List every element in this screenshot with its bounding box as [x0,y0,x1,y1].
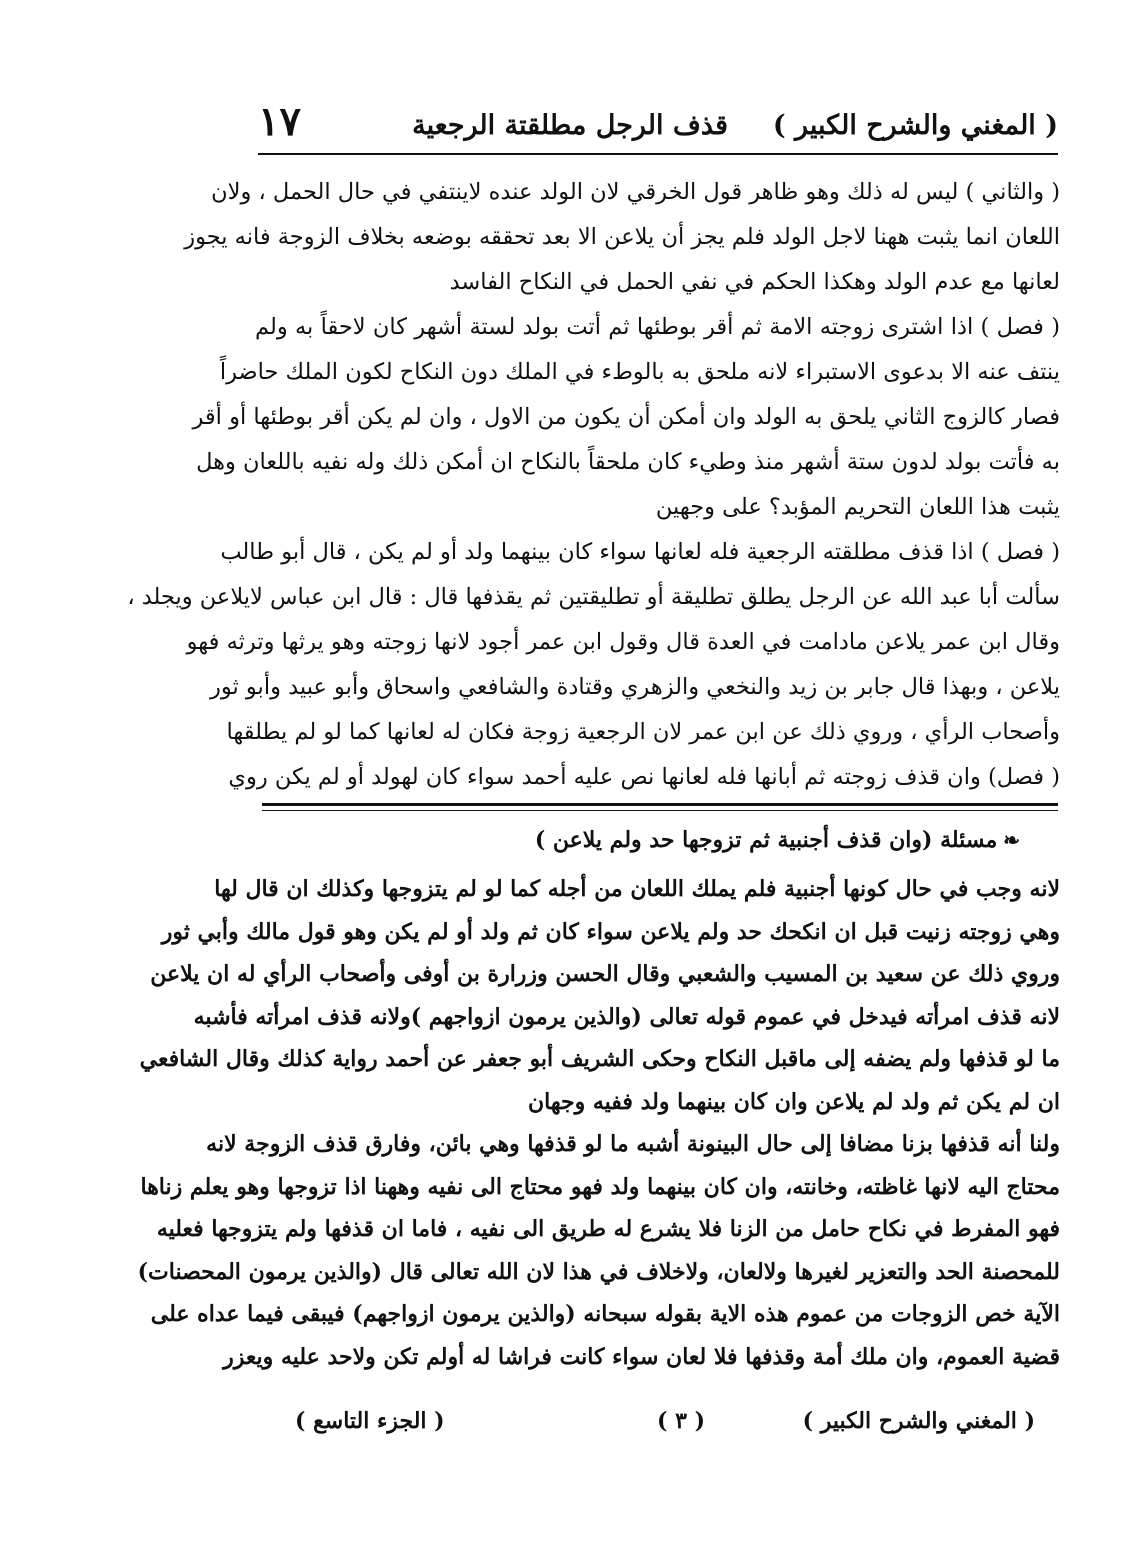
text-line: الآية خص الزوجات من عموم هذه الاية بقوله سبحانه (والذين يرمون ازواجهم) فيبقى فيما عداه على [150,1301,1060,1327]
text-line: ( فصل ) اذا قذف مطلقته الرجعية فله لعانها سواء كان بينهما ولد أو لم يكن ، قال أبو طالب [220,539,1060,565]
text-line: فصار كالزوج الثاني يلحق به الولد وان أمكن أن يكون من الاول ، وان لم يكن أقر بوطئها أو أقر [192,404,1060,430]
header-rule [258,153,1058,155]
footer-signature: ( ٣ ) [657,1408,705,1434]
divider-rule-thin [262,810,1058,811]
masala-heading-text: مسئلة (وان قذف أجنبية ثم تزوجها حد ولم يلاعن ) [534,827,998,853]
text-line: به فأتت بولد لدون ستة أشهر منذ وطيء كان ملحقاً بالنكاح ان أمكن ذلك وله نفيه باللعان وهل [196,449,1060,475]
text-line: ان لم يكن ثم ولد لم يلاعن وان كان بينهما ولد ففيه وجهان [527,1088,1060,1115]
text-line: يثبت هذا اللعان التحريم المؤبد؟ على وجهين [655,494,1060,520]
text-line: ( والثاني ) ليس له ذلك وهو ظاهر قول الخرقي لان الولد عنده لاينتفي في حال الحمل ، ولان [211,179,1060,205]
text-line: وقال ابن عمر يلاعن مادامت في العدة قال وقول ابن عمر أجود لانها زوجته وهو يرثها وترثه فهو [186,629,1060,655]
main-text [127,170,1060,800]
commentary-text [137,868,1060,1378]
header-section-title: قذف الرجل مطلقتة الرجعية [412,110,728,141]
divider-rule [262,803,1058,806]
text-line: لعانها مع عدم الولد وهكذا الحكم في نفي الحمل في النكاح الفاسد [449,269,1060,295]
text-line: للمحصنة الحد والتعزير لغيرها ولالعان، ولاخلاف في هذا لان الله تعالى قال (والذين يرمون المحصنات) [137,1258,1060,1285]
text-line: سألت أبا عبد الله عن الرجل يطلق تطليقة أو تطليقتين ثم يقذفها قال : قال ابن عباس لايلاعن ويجلد ، [127,584,1060,610]
text-line: لانه قذف امرأته فيدخل في عموم قوله تعالى (والذين يرمون ازواجهم )ولانه قذف امرأته فأشبه [193,1003,1060,1030]
text-line: قضية العموم، وان ملك أمة وقذفها فلا لعان سواء كانت فراشا له أولم تكن ولاحد عليه ويعزر [223,1343,1060,1370]
text-line: وروي ذلك عن سعيد بن المسيب والشعبي وقال الحسن وزرارة بن أوفى وأصحاب الرأي له ان يلاعن [150,961,1060,987]
footer-book-title: ( المغني والشرح الكبير ) [802,1408,1035,1434]
text-line: ما لو قذفها ولم يضفه إلى ماقبل النكاح وحكى الشريف أبو جعفر عن أحمد رواية كذلك وقال الشافعي [139,1046,1060,1072]
text-line: محتاج اليه لانها غاظته، وخانته، وان كان بينهما ولد فهو محتاج الى نفيه وههنا اذا تزوجها وهو يعلم زناها [140,1173,1060,1200]
header-book-title: ( المغني والشرح الكبير ) [772,110,1058,141]
running-header [258,98,1058,148]
text-line: فهو المفرط في نكاح حامل من الزنا فلا يشرع له طريق الى نفيه ، فاما ان قذفها ولم يتزوجها فعليه [156,1216,1060,1242]
running-footer [295,1408,1035,1448]
text-line: يلاعن ، وبهذا قال جابر بن زيد والنخعي والزهري وقتادة والشافعي واسحاق وأبو عبيد وأبو ثور [210,674,1060,700]
masala-heading [534,827,1020,853]
text-line: ينتف عنه الا بدعوى الاستبراء لانه ملحق به بالوطء في الملك دون النكاح لكون الملك حاضراً [219,359,1060,385]
text-line: ( فصل) وان قذف زوجته ثم أبانها فله لعانها نص عليه أحمد سواء كان لهولد أو لم يكن روي [228,764,1060,790]
text-line: ( فصل ) اذا اشترى زوجته الامة ثم أقر بوطئها ثم أتت بولد لستة أشهر كان لاحقاً به ولم [255,314,1060,340]
text-line: ولنا أنه قذفها بزنا مضافا إلى حال البينونة أشبه ما لو قذفها وهي بائن، وفارق قذف الزوجة لانه [206,1131,1060,1157]
text-line: وأصحاب الرأي ، وروي ذلك عن ابن عمر لان الرجعية زوجة فكان له لعانها كما لو لم يطلقها [226,719,1060,745]
footer-volume: ( الجزء التاسع ) [295,1408,445,1434]
text-line: اللعان انما يثبت ههنا لاجل الولد فلم يجز أن يلاعن الا بعد تحققه بوضعه بخلاف الزوجة فانه يجوز [184,224,1060,250]
text-line: وهي زوجته زنيت قبل ان انكحك حد ولم يلاعن سواء كان ثم ولد أو لم يكن وهو قول مالك وأبي ثور [161,918,1060,945]
text-line: لانه وجب في حال كونها أجنبية فلم يملك اللعان من أجله كما لو لم يتزوجها وكذلك ان قال لها [214,876,1060,902]
ornament-icon: ❧ [1003,828,1020,852]
page-number: ١٧ [258,98,301,145]
